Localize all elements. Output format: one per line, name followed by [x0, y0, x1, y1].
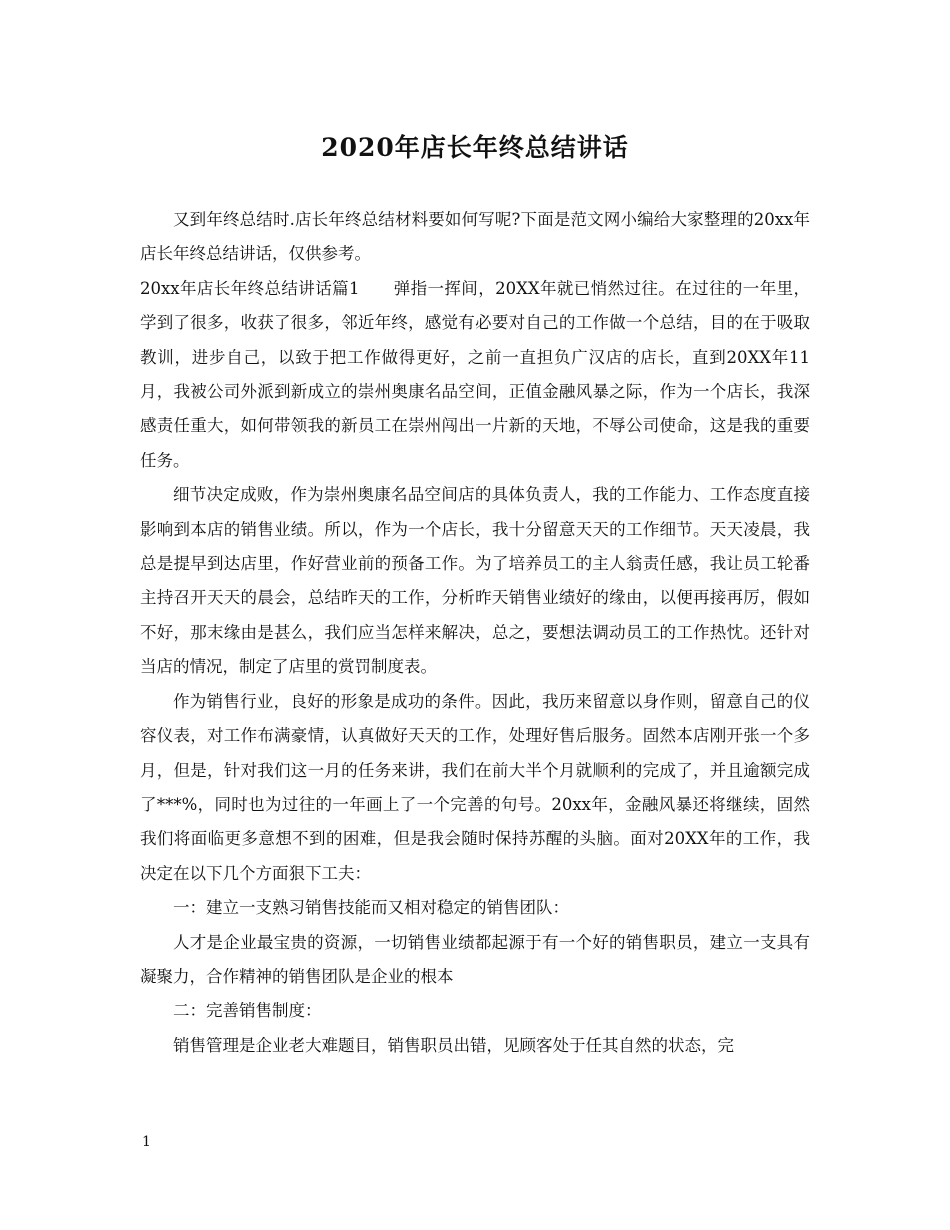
document-body: [140, 203, 810, 1063]
paragraph: 销售管理是企业老大难题目，销售职员出错，见顾客处于任其自然的状态，完: [173, 1035, 734, 1055]
paragraph: 又到年终总结时.店长年终总结材料要如何写呢?下面是范文网小编给大家整理的20xx年店长年终总结讲话，仅供参考。: [140, 210, 810, 264]
paragraph: 细节决定成败，作为崇州奥康名品空间店的具体负责人，我的工作能力、工作态度直接影响到本店的销售业绩。所以，作为一个店长，我十分留意天天的工作细节。天天凌晨，我总是提早到达店里，作好营业前的预备工作。为了培养员工的主人翁责任感，我让员工轮番主持召开天天的晨会，总结昨天的工作，分析昨天销售业绩好的缘由，以便再接再厉，假如不好，那末缘由是甚么，我们应当怎样来解决，总之，要想法调动员工的工作热忱。还针对当店的情况，制定了店里的赏罚制度表。: [140, 485, 810, 677]
document-title: 2020年店长年终总结讲话: [321, 133, 629, 162]
paragraph: 人才是企业最宝贵的资源，一切销售业绩都起源于有一个好的销售职员，建立一支具有凝聚力，合作精神的销售团队是企业的根本: [140, 932, 810, 986]
page-number: 1: [142, 1134, 151, 1150]
paragraph: 作为销售行业，良好的形象是成功的条件。因此，我历来留意以身作则，留意自己的仪容仪表，对工作布满豪情，认真做好天天的工作，处理好售后服务。固然本店刚开张一个多月，但是，针对我们这一月的任务来讲，我们在前大半个月就顺利的完成了，并且逾额完成了***%，同时也为过往的一年画上了一个完善的句号。20xx年，金融风暴还将继续，固然我们将面临更多意想不到的困难，但是我会随时保持苏醒的头脑。面对20XX年的工作，我决定在以下几个方面狠下工夫：: [140, 691, 810, 883]
paragraph: 20xx年店长年终总结讲话篇1 弹指一挥间，20XX年就已悄然过往。在过往的一年里，学到了很多，收获了很多，邻近年终，感觉有必要对自己的工作做一个总结，目的在于吸取教训，进步自己，以致于把工作做得更好，之前一直担负广汉店的店长，直到20XX年11月，我被公司外派到新成立的崇州奥康名品空间，正值金融风暴之际，作为一个店长，我深感责任重大，如何带领我的新员工在崇州闯出一片新的天地，不辱公司使命，这是我的重要任务。: [140, 278, 810, 470]
section-heading: 一：建立一支熟习销售技能而又相对稳定的销售团队：: [173, 898, 569, 918]
section-heading: 二：完善销售制度：: [173, 1001, 322, 1021]
